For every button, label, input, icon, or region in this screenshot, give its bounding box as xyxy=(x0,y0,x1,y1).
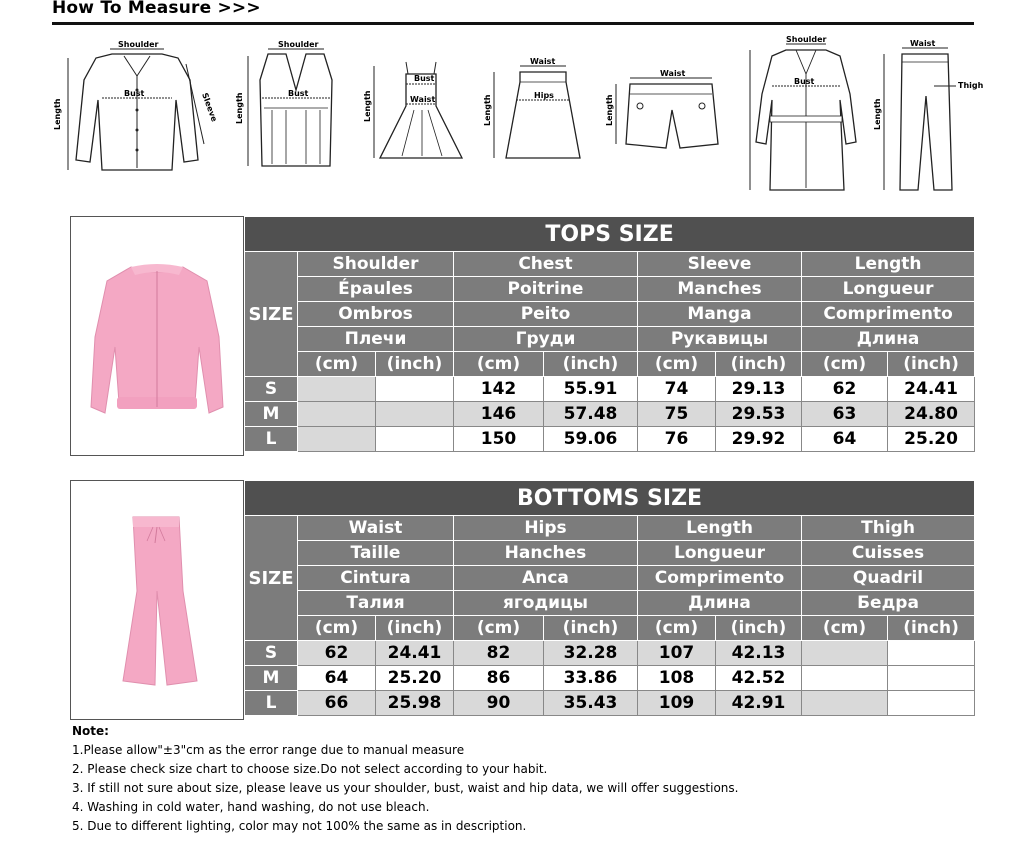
table-cell: 25.98 xyxy=(376,691,454,716)
sketch-bust-label-4: Bust xyxy=(794,77,815,86)
row-size-label: M xyxy=(245,666,298,691)
table-row xyxy=(245,641,975,666)
dress-sketch xyxy=(362,40,472,180)
sketch-sleeve-label: Sleeve xyxy=(200,91,219,123)
bottoms-header-pt-1: Cintura xyxy=(298,566,454,591)
sketch-waist-label-4: Waist xyxy=(910,39,936,48)
table-cell: 63 xyxy=(802,402,888,427)
table-cell: 75 xyxy=(638,402,716,427)
how-to-measure-title: How To Measure >>> xyxy=(52,0,261,18)
bottoms-header-pt-3: Comprimento xyxy=(638,566,802,591)
note-line: 3. If still not sure about size, please leave us your shoulder, bust, waist and hip data, we will offer suggestions. xyxy=(72,781,739,795)
tops-header-pt-2: Peito xyxy=(454,302,638,327)
tops-unit: (cm) xyxy=(638,352,716,377)
notes-title: Note: xyxy=(72,724,109,738)
note-line: 4. Washing in cold water, hand washing, do not use bleach. xyxy=(72,800,430,814)
table-cell: 64 xyxy=(802,427,888,452)
measurement-sketches xyxy=(40,32,1000,200)
shirt-sketch xyxy=(52,40,222,180)
table-cell: 107 xyxy=(638,641,716,666)
table-row xyxy=(245,691,975,716)
coat-sketch xyxy=(740,34,870,194)
tops-header-chest: Chest xyxy=(454,252,638,277)
sketch-shoulder-label: Shoulder xyxy=(118,40,159,49)
table-cell: 24.41 xyxy=(376,641,454,666)
tops-header-pt-4: Comprimento xyxy=(802,302,975,327)
tops-unit: (inch) xyxy=(376,352,454,377)
table-cell: 55.91 xyxy=(544,377,638,402)
bottoms-size-label: SIZE xyxy=(245,516,298,641)
table-cell: 90 xyxy=(454,691,544,716)
table-cell xyxy=(376,402,454,427)
bottoms-header-thigh: Thigh xyxy=(802,516,975,541)
sketch-waist-label-3: Waist xyxy=(660,69,686,78)
bottoms-title: BOTTOMS SIZE xyxy=(245,481,975,516)
tops-unit: (inch) xyxy=(716,352,802,377)
header-divider xyxy=(52,22,974,25)
table-cell: 25.20 xyxy=(888,427,975,452)
tops-header-fr-2: Poitrine xyxy=(454,277,638,302)
table-cell: 146 xyxy=(454,402,544,427)
table-row xyxy=(245,427,975,452)
table-row xyxy=(245,377,975,402)
table-cell: 42.91 xyxy=(716,691,802,716)
sketch-length-label: Length xyxy=(53,98,62,130)
tops-unit: (cm) xyxy=(298,352,376,377)
bottoms-header-ru-4: Бедра xyxy=(802,591,975,616)
tops-header-fr-1: Épaules xyxy=(298,277,454,302)
table-cell: 29.92 xyxy=(716,427,802,452)
table-cell xyxy=(802,666,888,691)
bottoms-header-hips: Hips xyxy=(454,516,638,541)
tops-header-ru-3: Рукавицы xyxy=(638,327,802,352)
tops-product-photo xyxy=(70,216,244,456)
sketch-length-label-3: Length xyxy=(363,90,372,122)
sketch-length-label-4: Length xyxy=(483,94,492,126)
tops-title: TOPS SIZE xyxy=(245,217,975,252)
bottoms-unit: (inch) xyxy=(544,616,638,641)
table-cell: 64 xyxy=(298,666,376,691)
sketch-waist-label: Waist xyxy=(410,95,436,104)
tops-header-pt-3: Manga xyxy=(638,302,802,327)
pink-pants-icon xyxy=(71,481,243,719)
table-cell: 82 xyxy=(454,641,544,666)
tops-header-ru-2: Груди xyxy=(454,327,638,352)
bottoms-header-fr-4: Cuisses xyxy=(802,541,975,566)
table-cell xyxy=(802,641,888,666)
tops-header-ru-1: Плечи xyxy=(298,327,454,352)
bottoms-header-fr-3: Longueur xyxy=(638,541,802,566)
bottoms-unit: (cm) xyxy=(298,616,376,641)
table-cell: 76 xyxy=(638,427,716,452)
bottoms-header-fr-1: Taille xyxy=(298,541,454,566)
sketch-shoulder-label-3: Shoulder xyxy=(786,35,827,44)
how-to-measure-header xyxy=(52,0,974,26)
sketch-length-label-6: Length xyxy=(873,98,882,130)
bottoms-unit: (inch) xyxy=(376,616,454,641)
table-cell: 62 xyxy=(298,641,376,666)
table-cell: 150 xyxy=(454,427,544,452)
bottoms-size-table xyxy=(244,480,975,716)
table-cell xyxy=(298,427,376,452)
table-cell: 62 xyxy=(802,377,888,402)
sketch-length-label-2: Length xyxy=(235,92,244,124)
table-cell: 66 xyxy=(298,691,376,716)
bottoms-header-ru-1: Талия xyxy=(298,591,454,616)
table-cell: 142 xyxy=(454,377,544,402)
table-cell: 59.06 xyxy=(544,427,638,452)
tops-unit: (inch) xyxy=(888,352,975,377)
skirt-sketch xyxy=(480,40,600,180)
bottoms-header-ru-3: Длина xyxy=(638,591,802,616)
tops-header-length: Length xyxy=(802,252,975,277)
table-cell: 24.41 xyxy=(888,377,975,402)
bottoms-header-waist: Waist xyxy=(298,516,454,541)
table-cell: 33.86 xyxy=(544,666,638,691)
table-cell: 42.13 xyxy=(716,641,802,666)
note-line: 2. Please check size chart to choose size.Do not select according to your habit. xyxy=(72,762,548,776)
table-cell: 42.52 xyxy=(716,666,802,691)
table-cell xyxy=(298,402,376,427)
tops-size-table xyxy=(244,216,975,452)
bottoms-unit: (cm) xyxy=(454,616,544,641)
table-cell: 29.13 xyxy=(716,377,802,402)
bottoms-unit: (inch) xyxy=(888,616,975,641)
bottoms-product-photo xyxy=(70,480,244,720)
sketch-bust-label: Bust xyxy=(124,89,145,98)
note-line: 1.Please allow"±3"cm as the error range due to manual measure xyxy=(72,743,465,757)
sketch-hips-label: Hips xyxy=(534,91,554,100)
sketch-thigh-label: Thigh xyxy=(958,81,984,90)
shorts-sketch xyxy=(600,40,730,180)
sketch-bust-label-3: Bust xyxy=(414,74,435,83)
sketch-shoulder-label-2: Shoulder xyxy=(278,40,319,49)
table-row xyxy=(245,666,975,691)
sketch-length-label-5: Length xyxy=(605,94,614,126)
tops-unit: (inch) xyxy=(544,352,638,377)
table-cell: 108 xyxy=(638,666,716,691)
bottoms-header-ru-2: ягодицы xyxy=(454,591,638,616)
table-cell: 25.20 xyxy=(376,666,454,691)
bottoms-unit: (cm) xyxy=(638,616,716,641)
tops-header-fr-4: Longueur xyxy=(802,277,975,302)
tops-header-fr-3: Manches xyxy=(638,277,802,302)
sketch-waist-label-2: Waist xyxy=(530,57,556,66)
vest-sketch xyxy=(232,40,362,180)
tops-header-shoulder: Shoulder xyxy=(298,252,454,277)
table-cell xyxy=(298,377,376,402)
bottoms-header-pt-4: Quadril xyxy=(802,566,975,591)
tops-header-sleeve: Sleeve xyxy=(638,252,802,277)
bottoms-header-length: Length xyxy=(638,516,802,541)
notes-section xyxy=(72,722,972,836)
tops-header-pt-1: Ombros xyxy=(298,302,454,327)
note-line: 5. Due to different lighting, color may not 100% the same as in description. xyxy=(72,819,527,833)
pink-jacket-icon xyxy=(71,217,243,455)
table-cell: 32.28 xyxy=(544,641,638,666)
table-cell xyxy=(888,691,975,716)
bottoms-unit: (cm) xyxy=(802,616,888,641)
tops-unit: (cm) xyxy=(802,352,888,377)
table-cell: 29.53 xyxy=(716,402,802,427)
table-cell xyxy=(376,377,454,402)
bottoms-header-pt-2: Anca xyxy=(454,566,638,591)
table-cell: 74 xyxy=(638,377,716,402)
table-cell: 57.48 xyxy=(544,402,638,427)
table-cell xyxy=(376,427,454,452)
table-cell: 86 xyxy=(454,666,544,691)
pants-sketch xyxy=(868,40,998,200)
sketch-bust-label-2: Bust xyxy=(288,89,309,98)
tops-header-ru-4: Длина xyxy=(802,327,975,352)
row-size-label: L xyxy=(245,427,298,452)
table-cell xyxy=(888,641,975,666)
table-row xyxy=(245,402,975,427)
table-cell: 109 xyxy=(638,691,716,716)
row-size-label: L xyxy=(245,691,298,716)
tops-unit: (cm) xyxy=(454,352,544,377)
tops-size-label: SIZE xyxy=(245,252,298,377)
table-cell: 35.43 xyxy=(544,691,638,716)
row-size-label: S xyxy=(245,377,298,402)
bottoms-header-fr-2: Hanches xyxy=(454,541,638,566)
table-cell xyxy=(802,691,888,716)
table-cell xyxy=(888,666,975,691)
table-cell: 24.80 xyxy=(888,402,975,427)
bottoms-unit: (inch) xyxy=(716,616,802,641)
row-size-label: M xyxy=(245,402,298,427)
row-size-label: S xyxy=(245,641,298,666)
